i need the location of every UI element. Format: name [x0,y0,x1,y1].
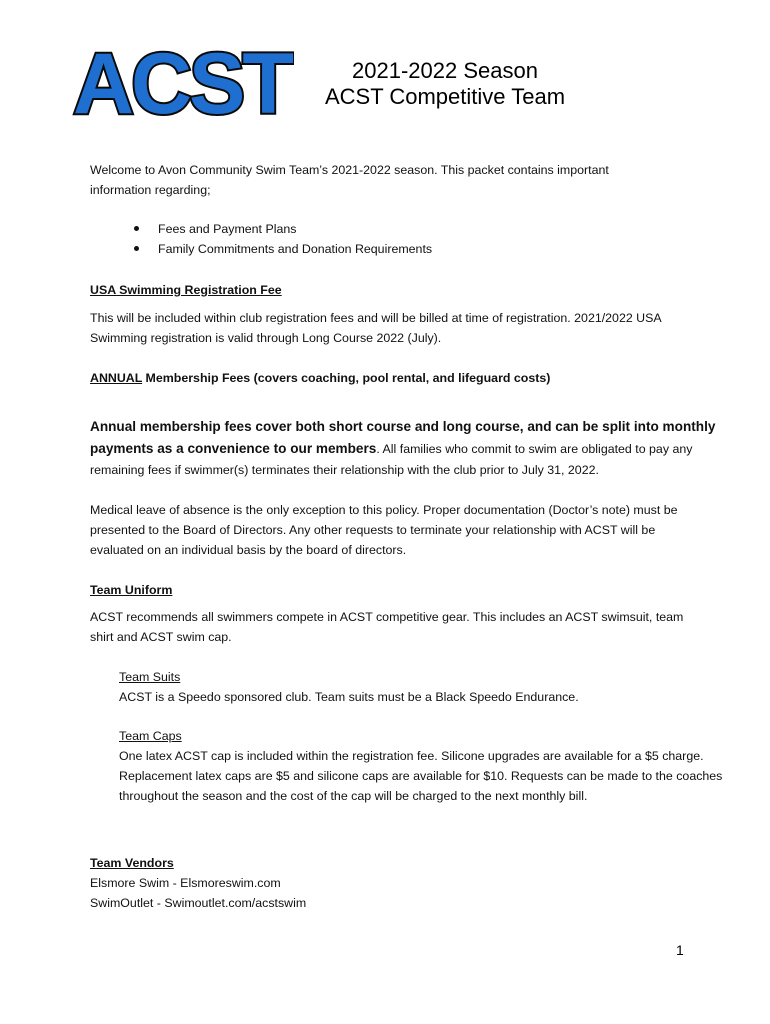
team-vendors-list [90,873,490,913]
acst-logo [70,45,294,121]
team-uniform-text: ACST recommends all swimmers compete in ACST competitive gear. This includes an ACST swimsuit, team shirt and ACST swim cap. [90,610,684,644]
page-number: 1 [676,942,684,958]
logo-text: ACST [73,45,294,121]
team-caps-text: One latex ACST cap is included within the registration fee. Silicone upgrades are available for a $5 charge. Replacement latex caps are $5 and silicone caps are available for $10. Requests can be made to the coaches throughout the season and the cost of the cap will be charged to the next monthly bill. [119,749,723,803]
page-title [300,58,590,110]
intro-bullet-list [130,219,630,259]
team-title: ACST Competitive Team [324,84,566,109]
annual-normal-text: . All families who commit to swim are obligated to pay any remaining fees if swimmer(s) terminates their relationship with the club prior to July 31, 2022. [90,442,693,477]
team-caps-heading: Team Caps [119,729,182,743]
annual-heading-rest: Membership Fees (covers coaching, pool rental, and lifeguard costs) [142,371,551,385]
list-item: SwimOutlet - Swimoutlet.com/acstswim [90,896,307,910]
list-item: Family Commitments and Donation Requirements [130,239,630,259]
annual-heading-underlined: ANNUAL [90,371,143,385]
team-uniform-heading: Team Uniform [90,583,173,597]
usa-registration-text: This will be included within club registration fees and will be billed at time of registration. 2021/2022 USA Swimming registration is valid through Long Course 2022 (July). [90,311,661,345]
team-suits-text: ACST is a Speedo sponsored club. Team suits must be a Black Speedo Endurance. [119,690,579,704]
team-suits-heading: Team Suits [119,670,181,684]
season-title: 2021-2022 Season [352,58,538,83]
list-item: Fees and Payment Plans [130,219,630,239]
annual-fees-heading [90,368,550,388]
annual-bold-text: Annual membership fees cover both short course and long course, and can be split into monthly payments as a convenience to our members [90,419,716,456]
intro-paragraph: Welcome to Avon Community Swim Team’s 2021-2022 season. This packet contains important information regarding; [90,163,609,197]
team-suits-section [119,667,719,707]
annual-fees-text [90,416,730,481]
usa-registration-heading: USA Swimming Registration Fee [90,283,282,297]
team-vendors-heading: Team Vendors [90,856,174,870]
team-caps-section [119,726,739,806]
medical-leave-text: Medical leave of absence is the only exception to this policy. Proper documentation (Doctor’s note) must be presented to the Board of Directors. Any other requests to terminate your relationship with ACST will be evaluated on an individual basis by the board of directors. [90,503,678,557]
list-item: Elsmore Swim - Elsmoreswim.com [90,876,281,890]
